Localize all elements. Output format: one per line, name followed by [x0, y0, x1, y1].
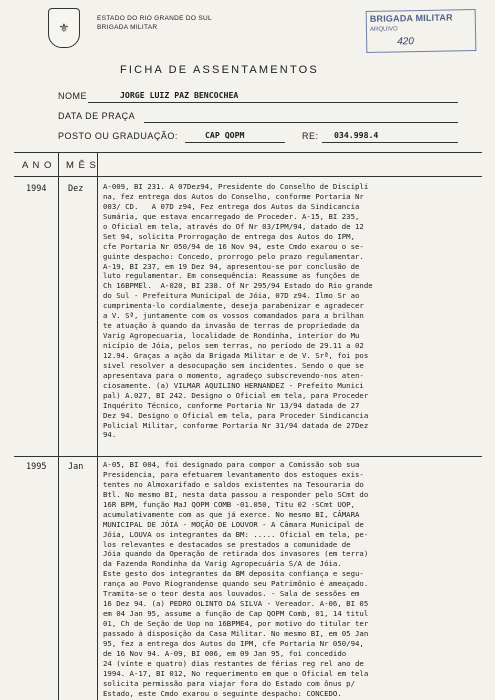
entry-line: A-05, BI 004, foi designado para compor a Comissão sob sua: [103, 460, 360, 469]
entry-line: A-19, BI 237, em 19 Dez 94, apresentou-se por conclusão de: [103, 261, 360, 271]
table-top-rule: [14, 152, 482, 153]
entry-line: Inquérito Técnico, conforme Portaria Nr 13/94 datada de 27: [103, 400, 360, 410]
entry-line: solicita permissão para viajar fora do Estado com ônus p/: [103, 678, 356, 688]
entry-line: na, fez entrega dos Autos do Conselho, conforme Portaria Nr: [103, 191, 364, 201]
entry-line: Set 94, solicita Prorrogação de entrega dos Autos do IPM,: [103, 231, 356, 241]
page-title: FICHA DE ASSENTAMENTOS: [120, 64, 319, 76]
entry-line: te atuação à quando da invasão de terras de propriedade da: [103, 321, 360, 331]
entry-line: tentes no Almoxarifado e saldos existentes na Tesouraria do: [103, 479, 364, 489]
entry-line: 94.: [103, 430, 117, 440]
entry-month: Jan: [68, 462, 84, 472]
org-line-brigade: BRIGADA MILITAR: [97, 24, 158, 31]
entry-line: Ch 16BPMEl. A-020, BI 238. Of Nr 295/94 Estado do Rio grande: [103, 281, 373, 291]
entry-line: 1994. A-17, BI 012, No requerimento em que o Oficial em tela: [103, 668, 369, 678]
year-column-divider: [58, 152, 59, 700]
row-separator: [14, 456, 482, 457]
entry-line: guinte despacho: Concedo, prorrogo pelo prazo regulamentar.: [103, 251, 364, 261]
entry-year: 1995: [26, 462, 47, 472]
entry-line: Estado, este Cmdo exarou o seguinte despacho: CONCEDO.: [103, 688, 342, 698]
entry-line: Varig Agropecuaria, localidade de Rondinha, interior do Mu: [103, 331, 360, 341]
entry-line: apresentava para o momento, agradeço subscrevendo-nos aten-: [103, 370, 364, 380]
entry-line: em 04 Jan 95, assume a função de Cap QOPM Comb, 01, 14 titul: [103, 609, 369, 619]
entry-line: Presidencia, para efetuarem levantamento dos estoques exis-: [103, 469, 364, 479]
entry-line: de 16 Nov 94. A-09, BI 006, em 09 Jan 95, foi concedido: [103, 648, 347, 658]
entry-line: 95, fez a entrega dos Autos do IPM, cfe Portaria Nr 050/94,: [103, 638, 364, 648]
entry-line: A-009, BI 231. A 07Dez94, Presidente do Conselho de Disciplí: [103, 182, 369, 191]
entry-year: 1994: [26, 184, 47, 194]
nome-label: NOME: [58, 91, 87, 101]
entry-line: rança ao Povo Riograndense quando seu Patrimônio é ameaçado.: [103, 579, 369, 589]
re-label: RE:: [302, 131, 319, 141]
entry-line: cfe Portaria Nr 050/94 de 16 Nov 94, este Cmdo exarou o se-: [103, 241, 364, 251]
entry-line: nicípio de Jóia, pelos sem terras, no período de 29.11 a 02: [103, 341, 364, 350]
entry-month: Dez: [68, 184, 84, 194]
table-header-rule: [14, 176, 482, 177]
entry-line: 16 Dez 94. (a) PEDRO OLINTO DA SILVA - Vereador. A-06, BI 05: [103, 599, 369, 609]
entry-line: cumprimenta-lo cordialmente, deseja parabenizar e agradecer: [103, 301, 364, 311]
entry-line: da Fazenda Rondinha da Varig Agropecuária S/A de Jóia.: [103, 559, 342, 569]
entry-line: Jóia, LOUVA os integrantes da BM: ..... Oficial em tela, pe-: [103, 529, 369, 539]
posto-label: POSTO OU GRADUAÇÃO:: [58, 131, 178, 141]
archive-stamp: [366, 9, 477, 53]
entry-line: Policial Militar, conforme Portaria Nr 31/94 datada de 27Dez: [103, 420, 369, 430]
entry-line: los relevantes e destacados se prestados a comunidade de: [103, 539, 351, 549]
data-praca-label: DATA DE PRAÇA: [58, 111, 136, 121]
entry-line: do Sul - Prefeitura Municipal de Jóia, 07D z94. Ilmo Sr ao: [103, 291, 360, 301]
entry-line: 003/ CD. A 07D z94, Fez entrega dos Autos da Sindicancia: [103, 201, 360, 211]
entry-line: 12.94. Graças a ação da Brigada Militar e de V. Srª, foi pos: [103, 350, 369, 360]
nome-value: JORGE LUIZ PAZ BENCOCHEA: [120, 90, 239, 100]
entry-line: pal) A.027, BI 242. Designo o Oficial em tela, para Proceder: [103, 390, 369, 400]
entry-line: passado à disposição da Casa Militar. No mesmo BI, em 05 Jan: [103, 628, 369, 638]
data-praca-underline: [144, 122, 458, 123]
entry-line: Jóia quando da Operação de retirada dos invasores (em terra): [103, 549, 369, 559]
nome-underline: [88, 102, 458, 103]
org-line-state: ESTADO DO RIO GRANDE DO SUL: [97, 15, 212, 22]
column-header-ano: A N O: [22, 160, 53, 171]
re-value: 034.998.4: [334, 130, 379, 140]
posto-value: CAP QOPM: [205, 130, 245, 140]
entry-line: Btl. No mesmo BI, nesta data passou a responder pelo SCmt do: [103, 489, 369, 499]
entry-line: 24 (vinte e quatro) dias restantes de férias reg rel ano de: [103, 658, 364, 668]
column-header-mes: M Ê S: [66, 160, 97, 171]
entry-line: a V. Sª, juntamente com os vossos comandados para a brilhan: [103, 311, 364, 321]
entry-line: ciosamente. (a) VILMAR AQUILINO HERNANDEZ - Prefeito Munici: [103, 380, 364, 390]
entry-line: 16R BPM, função MaJ QOPM COMB -01.050, Titu 02 -SCmt UOP,: [103, 499, 356, 509]
entry-line: Tramita-se o teor desta aos louvados. - Sala de sessões em: [103, 589, 360, 599]
month-column-divider: [97, 152, 98, 700]
entry-line: sivel resolver a desocupação sem incidentes. Sendo o que se: [103, 360, 364, 370]
entry-line: MUNICIPAL DE JÓIA - MOÇÃO DE LOUVOR - A Câmara Municipal de: [103, 519, 364, 529]
entry-line: acumulativamente com as que já exerce. No mesmo BI, CÂMARA: [103, 509, 360, 519]
stamp-subtitle: ARQUIVO: [369, 26, 398, 33]
entry-line: 01, Ch de Seção de Uop no 16BPME4, por motivo do titular ter: [103, 619, 369, 628]
entry-line: o Oficial em tela, através do Of Nr 03/IPM/94, datado de 12: [103, 221, 364, 231]
stamp-title: BRIGADA MILITAR: [369, 12, 453, 24]
entry-line: Este gesto dos integrantes da BM deposita confiança e segu-: [103, 569, 364, 579]
organization-header: [97, 14, 212, 32]
state-coat-of-arms-icon: ⚜: [48, 8, 80, 48]
entry-line: Sumária, que estava encarregado de Proceder. A-15, BI 235,: [103, 211, 360, 221]
posto-underline: [185, 142, 285, 143]
re-underline: [322, 142, 458, 143]
entry-line: Dez 94. Designo o Oficial em tela, para Proceder Sindicancia: [103, 410, 369, 420]
entry-line: luto regulamentar. Em consequência: Reassume as funções de: [103, 271, 360, 281]
entry-text: [103, 460, 483, 700]
stamp-number: 420: [397, 36, 414, 48]
entry-text: [103, 182, 483, 440]
